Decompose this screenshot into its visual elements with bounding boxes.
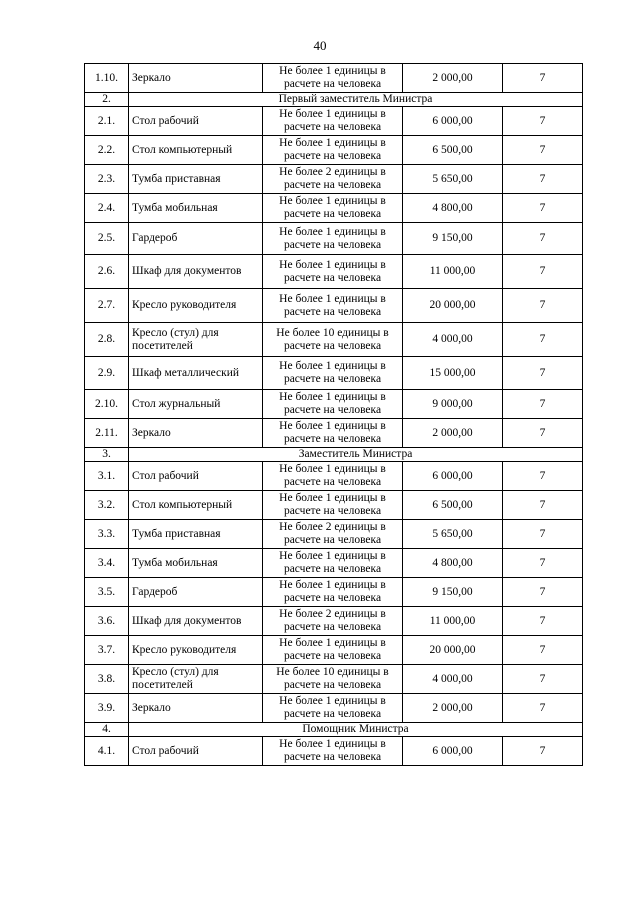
item-price: 11 000,00: [403, 607, 503, 636]
table-row: [85, 390, 583, 419]
item-name: Гардероб: [129, 223, 263, 255]
item-norm: Не более 1 единицы в расчете на человека: [263, 223, 403, 255]
item-norm: Не более 1 единицы в расчете на человека: [263, 549, 403, 578]
item-service-years: 7: [503, 419, 583, 448]
item-name: Зеркало: [129, 419, 263, 448]
item-norm: Не более 2 единицы в расчете на человека: [263, 520, 403, 549]
item-price: 9 000,00: [403, 390, 503, 419]
item-number: 3.1.: [85, 462, 129, 491]
item-number: 2.8.: [85, 323, 129, 357]
table-row: [85, 107, 583, 136]
section-number: 4.: [85, 723, 129, 737]
section-number: 2.: [85, 93, 129, 107]
item-number: 3.4.: [85, 549, 129, 578]
table-row: [85, 357, 583, 390]
item-number: 2.6.: [85, 255, 129, 289]
item-norm: Не более 10 единицы в расчете на человека: [263, 323, 403, 357]
item-price: 4 000,00: [403, 665, 503, 694]
item-name: Стол компьютерный: [129, 136, 263, 165]
item-name: Гардероб: [129, 578, 263, 607]
table-row: [85, 520, 583, 549]
item-name: Стол компьютерный: [129, 491, 263, 520]
item-price: 5 650,00: [403, 520, 503, 549]
item-service-years: 7: [503, 223, 583, 255]
table-row: [85, 737, 583, 766]
item-norm: Не более 1 единицы в расчете на человека: [263, 636, 403, 665]
item-norm: Не более 1 единицы в расчете на человека: [263, 737, 403, 766]
item-price: 6 500,00: [403, 136, 503, 165]
item-name: Кресло руководителя: [129, 636, 263, 665]
furniture-norms-table: [84, 63, 583, 766]
item-service-years: 7: [503, 694, 583, 723]
item-norm: Не более 1 единицы в расчете на человека: [263, 491, 403, 520]
item-price: 5 650,00: [403, 165, 503, 194]
item-number: 2.5.: [85, 223, 129, 255]
item-norm: Не более 2 единицы в расчете на человека: [263, 165, 403, 194]
item-service-years: 7: [503, 136, 583, 165]
item-price: 20 000,00: [403, 636, 503, 665]
item-norm: Не более 1 единицы в расчете на человека: [263, 357, 403, 390]
item-name: Стол рабочий: [129, 737, 263, 766]
item-name: Стол журнальный: [129, 390, 263, 419]
page-number: 40: [313, 38, 327, 53]
item-name: Стол рабочий: [129, 107, 263, 136]
item-norm: Не более 1 единицы в расчете на человека: [263, 107, 403, 136]
item-service-years: 7: [503, 255, 583, 289]
section-row: [85, 723, 583, 737]
item-price: 2 000,00: [403, 419, 503, 448]
item-price: 6 000,00: [403, 737, 503, 766]
item-service-years: 7: [503, 491, 583, 520]
table-body: [85, 64, 583, 766]
item-service-years: 7: [503, 390, 583, 419]
item-price: 9 150,00: [403, 578, 503, 607]
section-number: 3.: [85, 448, 129, 462]
item-name: Тумба приставная: [129, 165, 263, 194]
item-number: 2.4.: [85, 194, 129, 223]
item-price: 15 000,00: [403, 357, 503, 390]
item-service-years: 7: [503, 194, 583, 223]
item-name: Зеркало: [129, 694, 263, 723]
item-service-years: 7: [503, 357, 583, 390]
item-number: 2.2.: [85, 136, 129, 165]
table-row: [85, 323, 583, 357]
item-service-years: 7: [503, 107, 583, 136]
section-row: [85, 448, 583, 462]
item-service-years: 7: [503, 323, 583, 357]
table-row: [85, 694, 583, 723]
item-service-years: 7: [503, 64, 583, 93]
item-price: 4 000,00: [403, 323, 503, 357]
item-name: Зеркало: [129, 64, 263, 93]
item-name: Тумба приставная: [129, 520, 263, 549]
item-number: 3.2.: [85, 491, 129, 520]
table-row: [85, 549, 583, 578]
table-row: [85, 636, 583, 665]
item-norm: Не более 1 единицы в расчете на человека: [263, 419, 403, 448]
item-price: 2 000,00: [403, 64, 503, 93]
item-price: 11 000,00: [403, 255, 503, 289]
table-row: [85, 578, 583, 607]
table-row: [85, 64, 583, 93]
item-service-years: 7: [503, 462, 583, 491]
item-norm: Не более 10 единицы в расчете на человека: [263, 665, 403, 694]
table-row: [85, 289, 583, 323]
item-name: Шкаф металлический: [129, 357, 263, 390]
item-norm: Не более 2 единицы в расчете на человека: [263, 607, 403, 636]
table-row: [85, 491, 583, 520]
item-norm: Не более 1 единицы в расчете на человека: [263, 578, 403, 607]
item-price: 6 500,00: [403, 491, 503, 520]
item-number: 3.5.: [85, 578, 129, 607]
table-row: [85, 165, 583, 194]
table-row: [85, 419, 583, 448]
item-number: 2.10.: [85, 390, 129, 419]
section-title: Заместитель Министра: [129, 448, 583, 462]
item-service-years: 7: [503, 289, 583, 323]
table-row: [85, 194, 583, 223]
item-norm: Не более 1 единицы в расчете на человека: [263, 255, 403, 289]
item-name: Шкаф для документов: [129, 255, 263, 289]
item-number: 1.10.: [85, 64, 129, 93]
item-price: 4 800,00: [403, 549, 503, 578]
section-row: [85, 93, 583, 107]
item-norm: Не более 1 единицы в расчете на человека: [263, 462, 403, 491]
item-service-years: 7: [503, 549, 583, 578]
item-norm: Не более 1 единицы в расчете на человека: [263, 289, 403, 323]
table-row: [85, 136, 583, 165]
item-service-years: 7: [503, 165, 583, 194]
table-row: [85, 462, 583, 491]
item-name: Тумба мобильная: [129, 194, 263, 223]
section-title: Помощник Министра: [129, 723, 583, 737]
item-norm: Не более 1 единицы в расчете на человека: [263, 194, 403, 223]
table-row: [85, 223, 583, 255]
item-price: 9 150,00: [403, 223, 503, 255]
item-number: 3.9.: [85, 694, 129, 723]
item-name: Шкаф для документов: [129, 607, 263, 636]
item-price: 4 800,00: [403, 194, 503, 223]
item-number: 4.1.: [85, 737, 129, 766]
item-name: Кресло (стул) для посетителей: [129, 665, 263, 694]
item-number: 2.9.: [85, 357, 129, 390]
item-price: 6 000,00: [403, 462, 503, 491]
section-title: Первый заместитель Министра: [129, 93, 583, 107]
item-price: 2 000,00: [403, 694, 503, 723]
item-name: Кресло (стул) для посетителей: [129, 323, 263, 357]
item-norm: Не более 1 единицы в расчете на человека: [263, 136, 403, 165]
item-name: Кресло руководителя: [129, 289, 263, 323]
table-row: [85, 607, 583, 636]
item-number: 3.7.: [85, 636, 129, 665]
item-service-years: 7: [503, 578, 583, 607]
item-service-years: 7: [503, 737, 583, 766]
item-norm: Не более 1 единицы в расчете на человека: [263, 390, 403, 419]
item-price: 6 000,00: [403, 107, 503, 136]
item-number: 3.8.: [85, 665, 129, 694]
item-number: 3.6.: [85, 607, 129, 636]
item-number: 2.11.: [85, 419, 129, 448]
item-service-years: 7: [503, 607, 583, 636]
item-service-years: 7: [503, 636, 583, 665]
item-number: 2.7.: [85, 289, 129, 323]
item-number: 3.3.: [85, 520, 129, 549]
item-norm: Не более 1 единицы в расчете на человека: [263, 64, 403, 93]
item-price: 20 000,00: [403, 289, 503, 323]
table-row: [85, 665, 583, 694]
item-norm: Не более 1 единицы в расчете на человека: [263, 694, 403, 723]
item-number: 2.1.: [85, 107, 129, 136]
item-service-years: 7: [503, 520, 583, 549]
item-service-years: 7: [503, 665, 583, 694]
table-row: [85, 255, 583, 289]
item-name: Стол рабочий: [129, 462, 263, 491]
item-number: 2.3.: [85, 165, 129, 194]
item-name: Тумба мобильная: [129, 549, 263, 578]
